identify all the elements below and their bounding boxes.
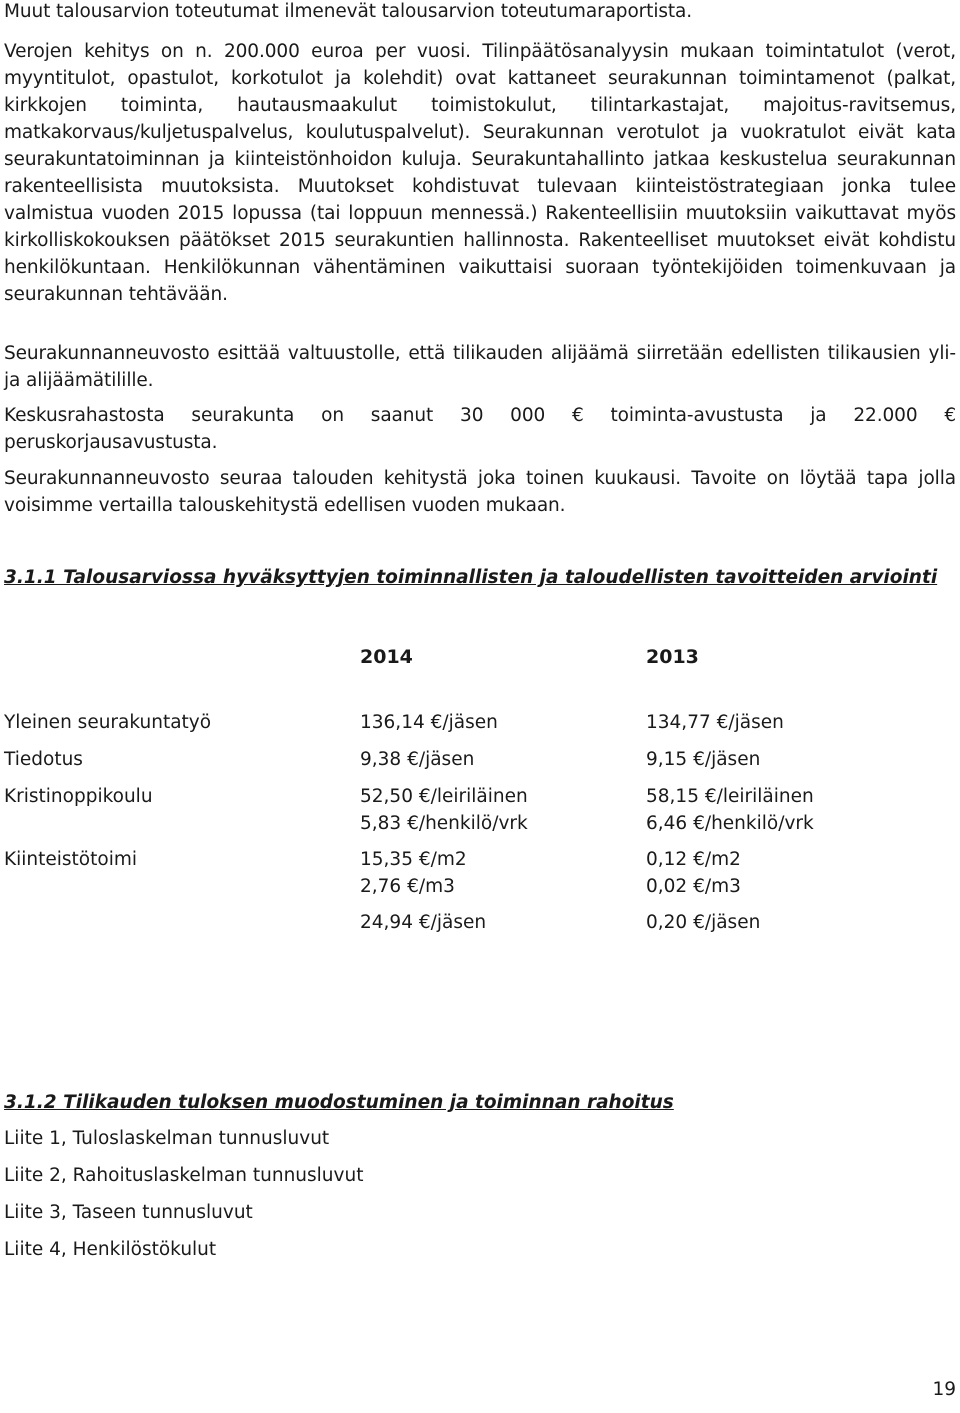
section-heading-3-1-2: 3.1.2 Tilikauden tuloksen muodostuminen ja toiminnan rahoitus [4,1092,674,1113]
value-2013: 6,46 €/henkilö/vrk [646,813,814,834]
row-label: Tiedotus [4,749,83,770]
value-2013: 58,15 €/leiriläinen [646,786,814,807]
value-2014: 52,50 €/leiriläinen [360,786,528,807]
paragraph-economic-monitoring: Seurakunnanneuvosto seuraa talouden kehitystä joka toinen kuukausi. Tavoite on löytää tapa jolla voisimme vertailla talouskehitystä edellisen vuoden mukaan. [4,468,956,516]
section-heading-3-1-1: 3.1.1 Talousarviossa hyväksyttyjen toiminnallisten ja taloudellisten tavoitteiden arviointi [4,567,938,588]
value-2014: 5,83 €/henkilö/vrk [360,813,528,834]
list-item: Liite 3, Taseen tunnusluvut [4,1202,253,1223]
row-label: Kiinteistötoimi [4,849,137,870]
page-number: 19 [932,1379,956,1400]
value-2013: 0,02 €/m3 [646,876,741,897]
list-item: Liite 4, Henkilöstökulut [4,1239,217,1260]
value-2014: 2,76 €/m3 [360,876,455,897]
list-item: Liite 1, Tuloslaskelman tunnusluvut [4,1128,330,1149]
value-2013: 0,20 €/jäsen [646,912,761,933]
row-label: Yleinen seurakuntatyö [4,712,212,733]
paragraph-budget-report: Muut talousarvion toteutumat ilmenevät talousarvion toteutumaraportista. [4,1,693,22]
column-header-2013: 2013 [646,646,699,668]
value-2013: 134,77 €/jäsen [646,712,784,733]
value-2014: 24,94 €/jäsen [360,912,487,933]
value-2013: 0,12 €/m2 [646,849,741,870]
value-2014: 15,35 €/m2 [360,849,467,870]
column-header-2014: 2014 [360,646,413,668]
paragraph-deficit-transfer: Seurakunnanneuvosto esittää valtuustolle, että tilikauden alijäämä siirretään edellisten tilikausien yli- ja alijäämätilille. [4,343,956,391]
paragraph-tax-development: Verojen kehitys on n. 200.000 euroa per vuosi. Tilinpäätösanalyysin mukaan toimintatulot (verot, myyntitulot, opastulot, korkotulot ja kolehdit) ovat kattaneet seurakunnan toimintamenot (palkat, kirkkojen toiminta, hautausmaakulut toimistokulut, tilintarkastajat, majoitus-ravitsemus, matkakorvaus/kuljetuspalvelus, koulutuspalvelut). Seurakunnan verotulot ja vuokratulot eivät kata seurakuntatoiminnan ja kiinteistönhoidon kuluja. Seurakuntahallinto jatkaa keskustelua seurakunnan rakenteellisista muutoksista. Muutokset kohdistuvat tulevaan kiinteistöstrategiaan jonka tulee valmistua vuoden 2015 lopussa (tai loppuun mennessä.) Rakenteellisiin muutoksiin vaikuttavat myös kirkolliskokouksen päätökset 2015 seurakuntien hallinnosta. Rakenteelliset muutokset eivät kohdistu henkilökuntaan. Henkilökunnan vähentäminen vaikuttaisi suoraan työntekijöiden toimenkuvaan ja seurakunnan tehtävään. [4,41,956,305]
value-2014: 9,38 €/jäsen [360,749,475,770]
paragraph-central-fund-grants: Keskusrahastosta seurakunta on saanut 30 000 € toiminta-avustusta ja 22.000 € peruskorjausavustusta. [4,405,956,453]
row-label: Kristinoppikoulu [4,786,153,807]
list-item: Liite 2, Rahoituslaskelman tunnusluvut [4,1165,364,1186]
value-2014: 136,14 €/jäsen [360,712,498,733]
value-2013: 9,15 €/jäsen [646,749,761,770]
